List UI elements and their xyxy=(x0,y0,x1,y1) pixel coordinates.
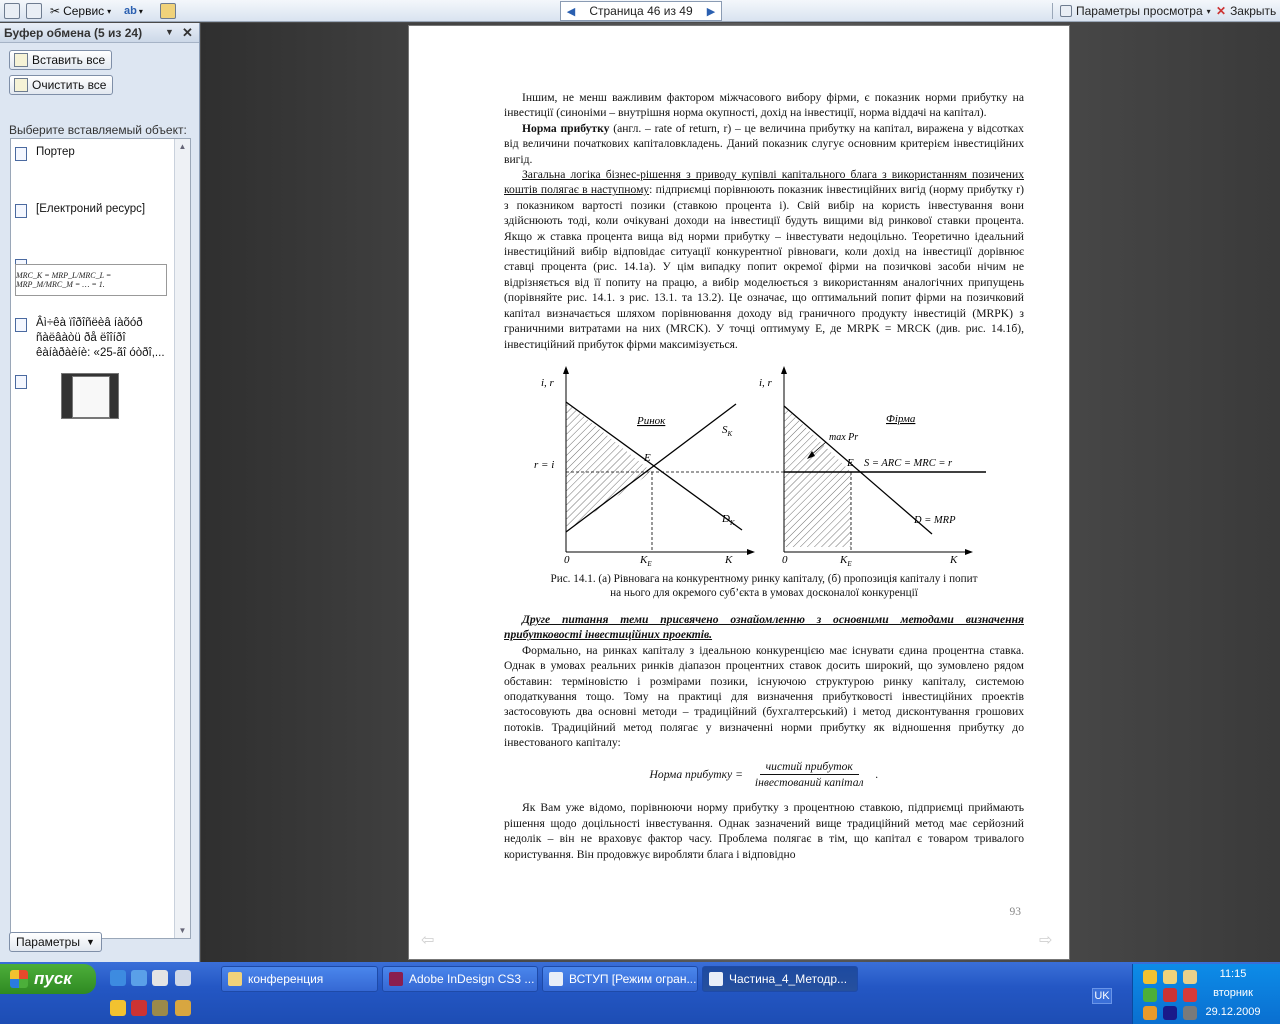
quicklaunch-app-icon[interactable] xyxy=(110,1000,126,1016)
chevron-down-icon: ▼ xyxy=(85,937,95,947)
ke-label: $K_E$ xyxy=(640,553,652,568)
quicklaunch-app-icon[interactable] xyxy=(175,1000,191,1016)
page-indicator: Страница 46 из 49 xyxy=(589,4,693,18)
consumer-surplus-area xyxy=(566,402,652,472)
firm-title: Фірма xyxy=(886,412,916,425)
paragraph: Як Вам уже відомо, порівнюючи норму прибутку з процентною ставкою, підприємці приймають рішення щодо доцільності інвестування. Однак зазначений вище традиційний метод має серйозний недолік – він не враховує фактор часу. Проблема полягає в тім, що капітал є товаром тривалого користування. Він продовжує виробляти блага і відповідно xyxy=(504,801,1024,861)
supply-label: $S_K$ xyxy=(722,423,733,438)
ke-label: $K_E$ xyxy=(840,553,852,568)
tools-icon: ✂ xyxy=(50,4,61,18)
clock-date: 29.12.2009 xyxy=(1205,1006,1261,1018)
word-icon xyxy=(709,972,723,986)
tray-app-icon[interactable] xyxy=(1183,970,1197,984)
windows-logo-icon xyxy=(10,970,28,988)
chevron-down-icon: ▾ xyxy=(138,6,143,16)
clipboard-image-thumbnail[interactable] xyxy=(61,373,119,419)
page-navigator xyxy=(560,1,722,21)
y-axis-label: i, r xyxy=(759,376,772,389)
previous-page-icon[interactable]: ◀ xyxy=(566,5,576,18)
clipboard-item-text: Портер xyxy=(36,146,75,158)
y-axis-arrow xyxy=(563,366,569,374)
clock-time[interactable]: 11:15 xyxy=(1219,968,1247,980)
word-document-icon xyxy=(15,147,27,161)
x-axis-arrow xyxy=(747,549,755,555)
start-button[interactable] xyxy=(0,964,96,994)
spelling-button[interactable] xyxy=(124,2,143,20)
figure-graphics xyxy=(504,362,1024,572)
formula-left: Норма прибутку = xyxy=(649,767,743,781)
service-label: Сервис xyxy=(63,4,105,18)
clipboard-item[interactable] xyxy=(15,145,170,160)
y-axis-label: i, r xyxy=(541,376,554,389)
top-toolbar xyxy=(0,0,1280,22)
r-equals-i-label: r = i xyxy=(534,458,555,471)
clipboard-formula-preview[interactable] xyxy=(15,264,167,296)
clipboard-hint: Выберите вставляемый объект: xyxy=(9,123,187,137)
clipboard-item-text: MRC_K = MRP_L/MRC_L = MRP_M/MRC_M = … = 1. xyxy=(16,271,112,289)
page-body xyxy=(504,90,1024,862)
tray-app-icon[interactable] xyxy=(1143,970,1157,984)
options-label: Параметры xyxy=(16,935,80,949)
clear-all-button[interactable] xyxy=(9,75,113,95)
taskbar-item-label: Adobe InDesign CS3 ... xyxy=(409,972,535,986)
view-options-label: Параметры просмотра xyxy=(1076,4,1203,18)
next-page-arrow-icon[interactable]: ⇨ xyxy=(1039,932,1053,949)
pane-menu-chevron-icon[interactable]: ▼ xyxy=(165,27,174,37)
clipboard-item[interactable] xyxy=(15,316,170,361)
clipboard-item-list xyxy=(10,138,191,939)
clock-weekday: вторник xyxy=(1213,987,1253,999)
clipboard-item-text: Âì÷êà ïîðîñëèâ íàõóð ñàëâàòü ðå ëîîíðî êàíàðàèíè: «25-ãî óòðî,... xyxy=(36,317,165,359)
tray-app-icon[interactable] xyxy=(1163,988,1177,1002)
notepad-icon[interactable] xyxy=(175,970,191,986)
page-number: 93 xyxy=(1009,906,1021,918)
tray-app-icon[interactable] xyxy=(1143,988,1157,1002)
taskbar xyxy=(0,962,1280,1024)
clipboard-item[interactable] xyxy=(15,202,170,217)
document-page[interactable] xyxy=(408,25,1070,960)
ie-icon[interactable] xyxy=(110,970,126,986)
word-document-icon xyxy=(15,318,27,332)
taskbar-item-indesign[interactable] xyxy=(382,966,538,992)
spelling-icon: ab xyxy=(124,5,137,17)
paragraph xyxy=(504,167,1024,352)
start-label: пуск xyxy=(34,969,72,988)
paragraph xyxy=(504,121,1024,167)
tray-app-icon[interactable] xyxy=(1183,988,1197,1002)
paste-all-label: Вставить все xyxy=(32,53,106,67)
previous-page-arrow-icon[interactable]: ⇦ xyxy=(421,932,435,949)
toolbar-divider xyxy=(1052,3,1053,19)
save-icon[interactable] xyxy=(4,3,20,19)
clipboard-pane-title: Буфер обмена (5 из 24) xyxy=(4,25,143,40)
print-icon[interactable] xyxy=(26,3,42,19)
formula-denominator: інвестований капітал xyxy=(754,775,864,789)
options-button[interactable] xyxy=(9,932,102,952)
paragraph-text: : підприємці порівнюють показник інвестиційних вигід (норму прибутку r) з показником вартості позики (ставкою процента i). Свій вибір на користь інвестування вони здійснюють тоді, коли очікувані доходи на інвестиції будуть вищими від ринкової ставки процента. Якщо ж ставка процента вища від норми прибутку – інвестувати недоцільно. Теоретично ідеальний інвестиційний вибір відповідає ситуації конкурентної рівноваги, коли дохід на інвестиції дорівнює ставці процента (рис. 14.1а). У цім випадку попит окремої фірми на позичкові засоби нічим не відрізняється від її попиту на працю, а вибір моделюється з використанням аналогічних припущень (порівняйте рис. 14.1. з рис. 13.1. та 13.2). Це означає, що оптимальний попит фірми на позичковий капітал визначається шляхом порівнювання доходу від граничного продукту інвестицій (MRPK) з граничними витратами на них (MRCK). У точці оптимуму E, де MRPK = MRCK (див. рис. 14.1б), інвестиційний прибуток фірми максимізується. xyxy=(504,183,1025,351)
quicklaunch-app-icon[interactable] xyxy=(131,1000,147,1016)
folder-icon[interactable] xyxy=(160,3,176,19)
max-profit-label: max Pr xyxy=(829,431,859,443)
market-title: Ринок xyxy=(637,414,666,427)
next-page-icon[interactable]: ▶ xyxy=(706,5,716,18)
formula-period: . xyxy=(875,767,879,781)
taskbar-item-vstup[interactable] xyxy=(542,966,698,992)
clipboard-scrollbar[interactable] xyxy=(174,139,190,938)
x-axis-arrow xyxy=(965,549,973,555)
clipboard-pane xyxy=(0,23,200,962)
tray-app-icon[interactable] xyxy=(1143,1006,1157,1020)
underlined-text: Загальна логіка бізнес-рішення з приводу купівлі капітального блага з використанням позичених коштів полягає в наступному xyxy=(504,168,1024,197)
picture-icon xyxy=(15,375,27,389)
indesign-icon xyxy=(389,972,403,986)
x-axis-label: K xyxy=(725,553,733,566)
taskbar-item-label: конференция xyxy=(248,972,324,986)
equilibrium-label: E xyxy=(847,456,854,469)
return-rate-formula xyxy=(504,759,1024,791)
formula-numerator: чистий прибуток xyxy=(760,759,859,775)
paste-icon xyxy=(14,53,28,67)
taskbar-item-conference[interactable] xyxy=(221,966,378,992)
paragraph: Формально, на ринках капіталу з ідеальною конкуренцією має існувати єдина процентна ставка. Однак в умовах реальних ринків діапазон процентних ставок досить широкий, що зумовлено рядом обставин: терміновістю і розмірами позики, існуючою структурою ринку капіталу, системою оподаткування тощо. Тому на практиці для визначення прибутковості інвестиційних проектів застосовують два основні методи – традиційний (бухгалтерський) і метод дисконтування грошових потоків. Традиційний метод полягає у визначенні норми прибутку як відношення прибутку до інвестованого капіталу: xyxy=(504,643,1024,750)
demand-label: $D_K$ xyxy=(722,512,735,527)
paste-all-button[interactable] xyxy=(9,50,112,70)
scroll-up-icon[interactable]: ▲ xyxy=(178,142,187,151)
y-axis-arrow xyxy=(781,366,787,374)
origin-label: 0 xyxy=(782,553,788,566)
firm-demand-label: D = MRP xyxy=(914,514,956,526)
clear-icon xyxy=(14,78,28,92)
close-icon: ✕ xyxy=(1216,4,1227,18)
explorer-icon[interactable] xyxy=(131,970,147,986)
figure-14-1 xyxy=(504,362,1024,572)
close-view-button[interactable] xyxy=(1212,1,1280,21)
figure-caption: на нього для окремого суб’єкта в умовах досконалої конкуренції xyxy=(610,586,918,599)
quicklaunch-app-icon[interactable] xyxy=(152,1000,168,1016)
taskbar-item-chastyna-4[interactable] xyxy=(702,966,858,992)
media-player-icon[interactable] xyxy=(152,970,168,986)
x-axis-label: K xyxy=(950,553,958,566)
paragraph-text: (англ. – rate of return, r) – це величина прибутку на капітал, виражена у відсотках від величини початкових капіталовкладень. Даний показник слугує основним критерієм інвестиційних вигід. xyxy=(504,121,1024,166)
tray-app-icon[interactable] xyxy=(1163,1006,1177,1020)
equilibrium-label: E xyxy=(644,451,651,464)
clear-all-label: Очистить все xyxy=(32,78,107,92)
term-bold: Норма прибутку xyxy=(522,121,610,135)
view-options-button[interactable] xyxy=(1056,1,1215,21)
tray-app-icon[interactable] xyxy=(1183,1006,1197,1020)
taskbar-item-label: Частина_4_Методр... xyxy=(729,972,848,986)
close-view-label: Закрыть xyxy=(1230,4,1277,18)
language-indicator[interactable]: UK xyxy=(1092,988,1112,1004)
service-menu[interactable] xyxy=(50,2,111,20)
chevron-down-icon: ▾ xyxy=(1206,6,1211,16)
taskbar-item-label: ВСТУП [Режим огран... xyxy=(569,972,697,986)
formula-fraction xyxy=(749,759,870,791)
close-icon[interactable]: ✕ xyxy=(182,25,193,40)
scroll-down-icon[interactable]: ▼ xyxy=(178,926,187,935)
section-intro: Друге питання теми присвячено ознайомленню з основними методами визначення прибутковості інвестиційних проектів. xyxy=(504,612,1024,642)
folder-icon xyxy=(228,972,242,986)
paragraph: Іншим, не менш важливим фактором міжчасового вибору фірми, є показник норми прибутку на інвестиції (синоніми – внутрішня норма окупності, дохід на інвестиції, норма віддачі на капітал). xyxy=(504,91,1024,120)
firm-supply-label: S = ARC = MRC = r xyxy=(864,457,953,469)
chevron-down-icon: ▾ xyxy=(107,6,112,16)
origin-label: 0 xyxy=(564,553,570,566)
clipboard-item-text: [Електроний ресурс] xyxy=(36,203,146,215)
word-document-icon xyxy=(15,204,27,218)
clipboard-pane-header xyxy=(0,23,199,43)
view-options-icon xyxy=(1060,5,1072,17)
tray-app-icon[interactable] xyxy=(1163,970,1177,984)
figure-caption: Рис. 14.1. (а) Рівновага на конкурентному ринку капіталу, (б) пропозиція капіталу і попит xyxy=(550,572,978,585)
word-icon xyxy=(549,972,563,986)
thumbnail-page xyxy=(72,376,110,418)
capital-cost-area xyxy=(784,472,851,547)
